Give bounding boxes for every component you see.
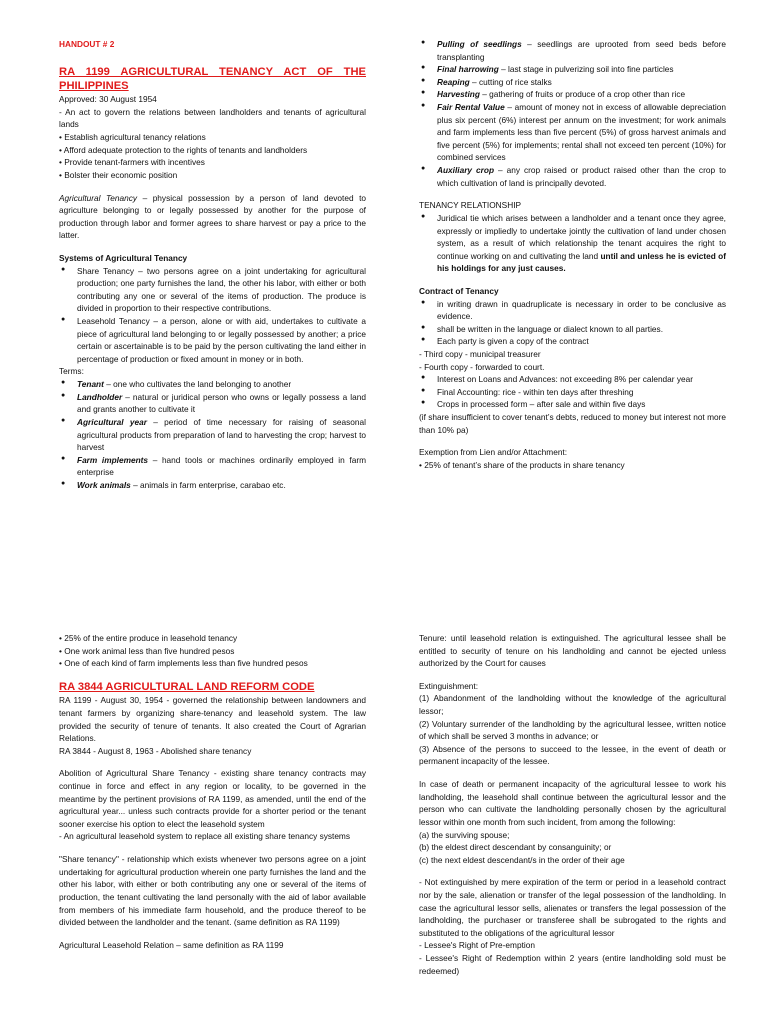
term-name: Farm implements [77, 454, 149, 465]
term-name: Pulling of seedlings [437, 39, 522, 49]
terms-list-continued [419, 38, 726, 189]
term-name: Work animals [77, 479, 131, 490]
term-def: – hand tools or machines ordinarily employed in farm enterprise [77, 454, 367, 478]
tenancy-item [419, 212, 726, 275]
leasehold-relation-line: Agricultural Leasehold Relation – same definition as RA 1199 [59, 939, 284, 950]
system-item: ● Leasehold Tenancy – a person, alone or with aid, undertakes to cultivate a piece of agricultural land belonging to or legally possessed by another; a price certain or ascertainable is to be paid by the person cultivating the land either in percentage of production or fixed amount in money or in both. [59, 315, 366, 365]
leasehold-replacement: - An agricultural leasehold system to replace all existing share tenancy systems [59, 831, 350, 842]
intro-text: - An act to govern the relations between landholders and tenants of agricultural lands [59, 106, 366, 130]
purpose-item: • Provide tenant-farmers with incentives [59, 157, 205, 168]
tenancy-heading: TENANCY RELATIONSHIP [419, 200, 522, 211]
term-item [419, 101, 726, 164]
ag-tenancy-term: Agricultural Tenancy [59, 192, 138, 203]
term-name: Agricultural year [77, 416, 147, 427]
contract-item: ● Each party is given a copy of the contract [419, 335, 726, 348]
extinguishment-heading: Extinguishment: [419, 680, 479, 691]
contract-item: ● Crops in processed form – after sale and within five days [419, 398, 726, 411]
term-def: – amount of money not in excess of allowable depreciation plus six percent (6%) interest per annum on the investment; for work animals and farm implements less than five percent (5%) of gross harvest animals and five percent (5%) for implements; rental shall not exceed ten percent (10%) for combined services [437, 102, 726, 163]
abolition-paragraph: Abolition of Agricultural Share Tenancy - existing share tenancy contracts may continue in force and effect in any region or locality, to be governed in the meantime by the pertinent provisions of RA 1199, as amended, until the end of the agricultural year... unless such contracts provide for a shorter period or the tenant sooner exercise his option to elect the leasehold system [59, 768, 366, 829]
tenure-paragraph: Tenure: until leasehold relation is extinguished. The agricultural lessee shall be entitled to security of tenure on his landholding and cannot be ejected unless authorized by the Court for causes [419, 633, 726, 669]
extinguishment-item: (2) Voluntary surrender of the landholding by the agricultural lessee, written notice of which shall be served 3 months in advance; or [419, 718, 726, 742]
extinguishment-item: (1) Abandonment of the landholding without the knowledge of the agricultural lessor; [419, 693, 726, 717]
term-item [59, 454, 366, 479]
contract-item: ● in writing drawn in quadruplicate is necessary in order to be conclusive as evidence. [419, 298, 726, 323]
contract-list [419, 298, 726, 348]
purpose-item: • Establish agricultural tenancy relations [59, 132, 206, 143]
bottom-right-column [419, 632, 726, 977]
contract-list-2 [419, 373, 726, 411]
exemption-item: • 25% of tenant’s share of the products in share tenancy [419, 459, 625, 470]
tenancy-list [419, 212, 726, 275]
share-note: (if share insufficient to cover tenant’s debts, reduced to money but interest not more than 10% pa) [419, 412, 726, 435]
term-def: – seedlings are uprooted from seed beds before transplanting [437, 39, 726, 62]
terms-list [59, 378, 366, 491]
systems-list [59, 265, 366, 366]
term-name: Auxiliary crop [437, 165, 495, 176]
share-tenancy-definition: "Share tenancy" - relationship which exists whenever two persons agree on a joint undertaking for agricultural production wherein one party furnishes the land and the other his labor, with either or both contributing any one or several of the items of production, the tenant cultivating the land personally with the aid of labor available from members of his immediate farm household, and the produce thereof to be divided between the landholder and the tenant. (same definition as RA 1199) [59, 854, 366, 928]
term-name: Harvesting [437, 89, 480, 100]
successor-item: (b) the eldest direct descendant by consanguinity; or [419, 842, 612, 853]
history-paragraph: RA 1199 - August 30, 1954 - governed the relationship between landowners and tenant farmers by organizing share-tenancy and leasehold system. The law provided the security of tenure of tenants. It also created the Court of Agrarian Relations. [59, 695, 366, 744]
term-item [59, 416, 366, 454]
term-name: Tenant [77, 379, 104, 390]
exemption-item: • 25% of the entire produce in leasehold tenancy [59, 633, 238, 643]
term-def: – period of time necessary for raising of seasonal agricultural products from preparation of land to harvesting the crop; harvest to harvest [77, 416, 366, 453]
ag-tenancy-def: – physical possession by a person of land devoted to agriculture belonging to or legally possessed by another for the purpose of production through labor and former agrees to share harvest or pay a price to the latter. [59, 192, 366, 241]
not-extinguished-paragraph: - Not extinguished by mere expiration of the term or period in a leasehold contract nor by the sale, alienation or transfer of the legal possession of the landholding. In case the agricultural lessor sells, alienates or transfers the legal possession of the landholding, the purchaser or transferee shall be subrogated to the rights and substituted to the obligations of the agricultural lessor [419, 877, 726, 938]
term-def: – any crop raised or product raised other than the crop to which cultivation of land is principally devoted. [437, 165, 726, 188]
ag-tenancy-definition [59, 192, 366, 242]
history-line: RA 3844 - August 8, 1963 - Abolished share tenancy [59, 745, 252, 756]
contract-heading: Contract of Tenancy [419, 285, 499, 296]
ra3844-title: RA 3844 AGRICULTURAL LAND REFORM CODE [59, 680, 315, 693]
bottom-left-column [59, 632, 366, 951]
top-right-column [419, 38, 726, 472]
term-item [59, 479, 366, 492]
tenancy-bold-text: until and unless he is evicted of his holdings for any just causes. [437, 250, 726, 274]
death-paragraph: In case of death or permanent incapacity of the agricultural lessee to work his landholding, the leasehold shall continue between the agricultural lessor and the person who can cultivate the landholding personally chosen by the agricultural lessor within one month from such incident, from among the following: [419, 779, 726, 827]
approved-date: Approved: 30 August 1954 [59, 94, 157, 105]
right-item: - Lessee's Right of Redemption within 2 years (entire landholding sold must be redeemed) [419, 953, 726, 976]
term-def: – natural or juridical person who owns or legally possess a land and grants another to cultivate it [77, 391, 366, 415]
copy-line: - Fourth copy - forwarded to court. [419, 361, 545, 372]
term-item [419, 63, 726, 76]
top-left-column [59, 38, 366, 492]
term-item [59, 391, 366, 416]
ra1199-title: RA 1199 AGRICULTURAL TENANCY ACT OF THE PHILIPPINES [59, 65, 366, 92]
exemption-item: • One work animal less than five hundred pesos [59, 645, 235, 656]
systems-heading: Systems of Agricultural Tenancy [59, 252, 188, 263]
term-item [419, 38, 726, 63]
right-item: - Lessee's Right of Pre-emption [419, 940, 535, 951]
term-def: – gathering of fruits or produce of a crop other than rice [479, 89, 686, 100]
purpose-item: • Afford adequate protection to the rights of tenants and landholders [59, 144, 308, 155]
term-name: Landholder [77, 391, 123, 402]
term-item [59, 378, 366, 391]
successor-item: (a) the surviving spouse; [419, 829, 510, 840]
term-name: Final harrowing [437, 64, 499, 75]
exemption-heading: Exemption from Lien and/or Attachment: [419, 447, 568, 458]
contract-item: ● Final Accounting: rice - within ten days after threshing [419, 386, 726, 399]
system-item: ● Share Tenancy – two persons agree on a joint undertaking for agricultural production; one party furnishes the land, the other his labor, with either or both contributing any one or several of the items of production. The produce is divided in proportion to their respective contributions. [59, 265, 366, 315]
term-name: Reaping [437, 76, 470, 87]
term-def: – cutting of rice stalks [469, 76, 552, 87]
terms-label: Terms: [59, 366, 84, 377]
contract-item: ● shall be written in the language or dialect known to all parties. [419, 323, 726, 336]
term-item [419, 164, 726, 189]
contract-item: ● Interest on Loans and Advances: not exceeding 8% per calendar year [419, 373, 726, 386]
copy-line: - Third copy - municipal treasurer [419, 349, 541, 360]
purpose-item: • Bolster their economic position [59, 169, 178, 180]
term-def: – animals in farm enterprise, carabao etc. [130, 479, 286, 490]
term-name: Fair Rental Value [437, 102, 505, 113]
extinguishment-item: (3) Absence of the persons to succeed to the lessee, in the event of death or permanent incapacity of the lessee. [419, 743, 726, 767]
term-item [419, 88, 726, 101]
term-def: – last stage in pulverizing soil into fine particles [498, 64, 674, 75]
term-item [419, 76, 726, 89]
successor-item: (c) the next eldest descendant/s in the order of their age [419, 854, 625, 865]
term-def: – one who cultivates the land belonging to another [103, 379, 292, 390]
handout-label: HANDOUT # 2 [59, 39, 115, 49]
exemption-item: • One of each kind of farm implements less than five hundred pesos [59, 658, 308, 669]
tenancy-text: Juridical tie which arises between a landholder and a tenant once they agree, expressly or impliedly to undertake jointly the cultivation of land under chosen system, as a result of which relationship the tenant acquires the right to continue working on and cultivating the land [437, 212, 726, 261]
